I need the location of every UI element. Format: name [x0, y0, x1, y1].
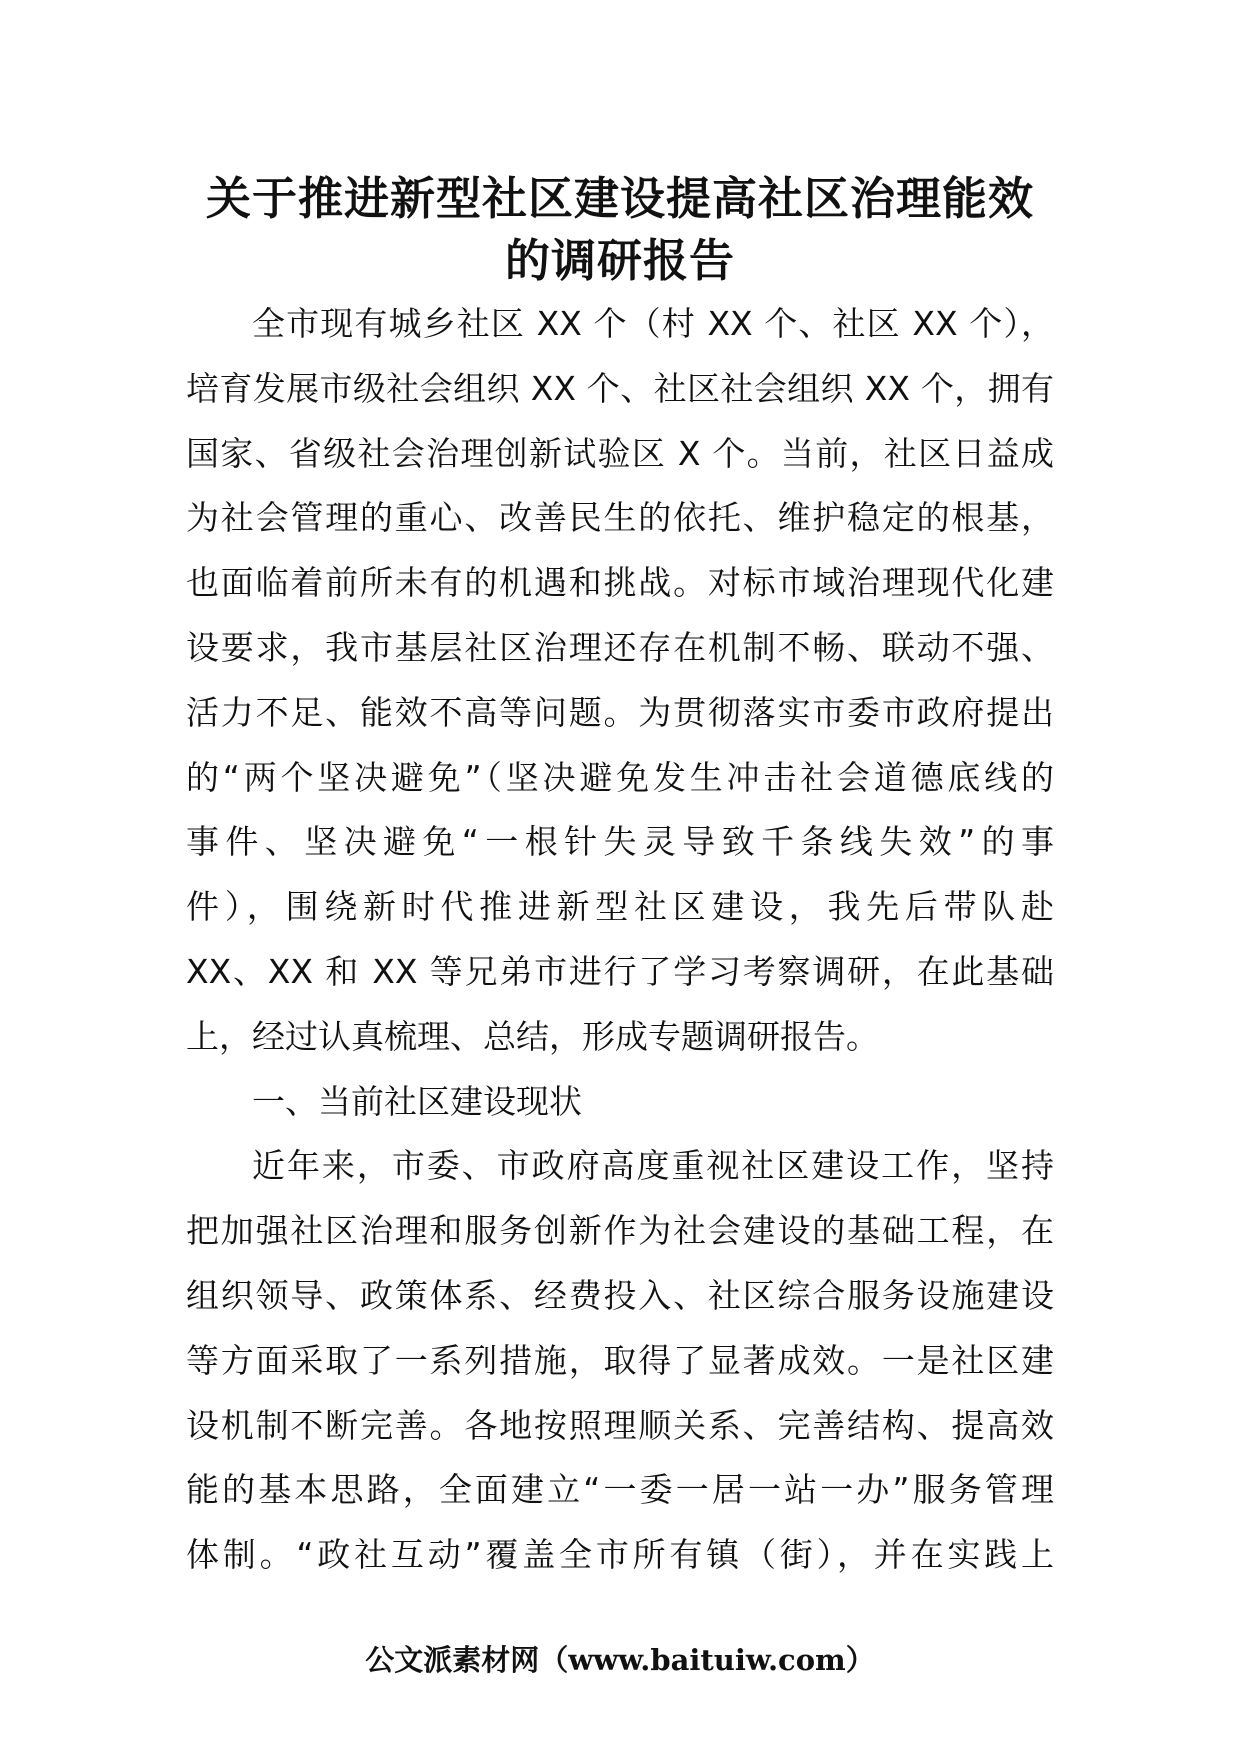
body-line: 上，经过认真梳理、总结，形成专题调研报告。 [186, 1016, 879, 1056]
body-line: 全市现有城乡社区 XX 个（村 XX 个、社区 XX 个）， [252, 304, 1054, 343]
title-line-2: 的调研报告 [504, 234, 735, 287]
body-line: 培育发展市级社会组织 XX 个、社区社会组织 XX 个，拥有 [186, 368, 1054, 408]
body-line: 组织领导、政策体系、经费投入、社区综合服务设施建设 [186, 1275, 1054, 1315]
body-line: 体制。“政社互动”覆盖全市所有镇（街），并在实践上 [186, 1535, 1054, 1575]
document-title [150, 168, 1090, 292]
body-line: 为社会管理的重心、改善民生的依托、维护稳定的根基， [186, 498, 1054, 538]
body-line: 等方面采取了一系列措施，取得了显著成效。一是社区建 [186, 1340, 1054, 1380]
body-line: 也面临着前所未有的机遇和挑战。对标市域治理现代化建 [186, 563, 1054, 603]
body-line: XX、XX 和 XX 等兄弟市进行了学习考察调研，在此基础 [186, 951, 1054, 991]
body-line: 设机制不断完善。各地按照理顺关系、完善结构、提高效 [186, 1405, 1054, 1445]
body-line: 件），围绕新时代推进新型社区建设，我先后带队赴 [186, 887, 1054, 927]
body-line: 活力不足、能效不高等问题。为贯彻落实市委市政府提出 [186, 692, 1054, 732]
title-line-1: 关于推进新型社区建设提高社区治理能效 [205, 172, 1034, 225]
section-heading: 一、当前社区建设现状 [252, 1081, 582, 1121]
footer-watermark: 公文派素材网（www.baituiw.com） [365, 1643, 875, 1677]
body-line: 设要求，我市基层社区治理还存在机制不畅、联动不强、 [186, 627, 1054, 667]
body-line: 近年来，市委、市政府高度重视社区建设工作，坚持 [252, 1146, 1054, 1186]
document-body [186, 292, 1054, 1588]
body-line: 的“两个坚决避免”（坚决避免发生冲击社会道德底线的 [186, 757, 1054, 797]
body-line: 国家、省级社会治理创新试验区 X 个。当前，社区日益成 [186, 433, 1054, 473]
body-line: 事件、坚决避免“一根针失灵导致千条线失效”的事 [186, 822, 1054, 862]
body-line: 把加强社区治理和服务创新作为社会建设的基础工程，在 [186, 1211, 1054, 1251]
body-line: 能的基本思路，全面建立“一委一居一站一办”服务管理 [186, 1470, 1054, 1510]
